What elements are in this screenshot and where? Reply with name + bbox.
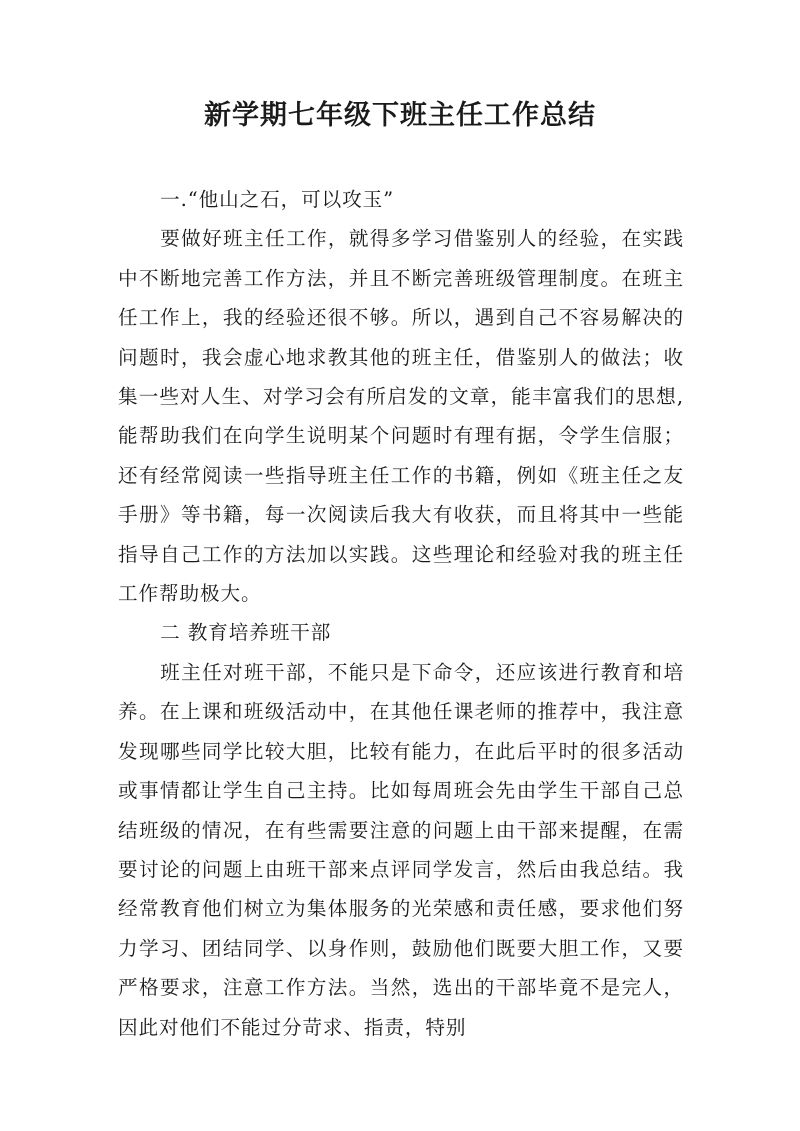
section-paragraph-2: 班主任对班干部，不能只是下命令，还应该进行教育和培养。在上课和班级活动中，在其他任课老师的推荐中，我注意发现哪些同学比较大胆，比较有能力，在此后平时的很多活动或事情都让学生自己主持。比如每周班会先由学生干部自己总结班级的情况，在有些需要注意的问题上由干部来提醒，在需要讨论的问题上由班干部来点评同学发言，然后由我总结。我经常教育他们树立为集体服务的光荣感和责任感，要求他们努力学习、团结同学、以身作则，鼓励他们既要大胆工作，又要严格要求，注意工作方法。当然，选出的干部毕竟不是完人，因此对他们不能过分苛求、指责，特别 — [118, 660, 684, 1039]
document-title: 新学期七年级下班主任工作总结 — [204, 100, 596, 131]
section-heading-1: 一.“他山之石，可以攻玉” — [160, 188, 395, 211]
document-body — [118, 180, 684, 1047]
section-heading-2: 二 教育培养班干部 — [160, 621, 332, 645]
section-paragraph-1: 要做好班主任工作，就得多学习借鉴别人的经验，在实践中不断地完善工作方法，并且不断完善班级管理制度。在班主任工作上，我的经验还很不够。所以，遇到自己不容易解决的问题时，我会虚心地求教其他的班主任，借鉴别人的做法；收集一些对人生、对学习会有所启发的文章，能丰富我们的思想,能帮助我们在向学生说明某个问题时有理有据，令学生信服；还有经常阅读一些指导班主任工作的书籍，例如《班主任之友手册》等书籍，每一次阅读后我大有收获，而且将其中一些能指导自己工作的方法加以实践。这些理论和经验对我的班主任工作帮助极大。 — [118, 227, 684, 606]
